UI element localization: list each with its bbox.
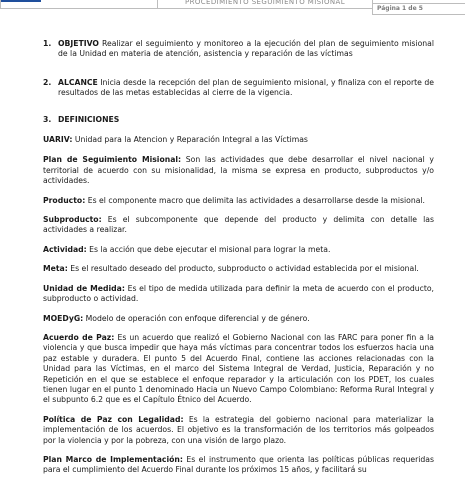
definition-plan-marco (43, 455, 434, 476)
definition-term: MOEDyG: (43, 313, 84, 323)
definition-subproducto (43, 215, 434, 236)
page-header (0, 0, 465, 10)
definition-term: Actividad: (43, 244, 87, 254)
logo (1, 0, 41, 2)
section-text: Inicia desde la recepción del plan de seguimiento misional, y finaliza con el reporte de resultados de las metas establecidas al cierre de la vigencia. (58, 77, 434, 98)
definition-uariv (43, 135, 434, 145)
section-definiciones (43, 115, 434, 125)
definition-term: Política de Paz con Legalidad: (43, 414, 184, 424)
definition-term: Meta: (43, 264, 68, 274)
definition-moedyg (43, 314, 434, 324)
definition-term: Unidad de Medida: (43, 283, 125, 293)
definition-politica-paz (43, 415, 434, 446)
definition-meta (43, 264, 434, 274)
document-title: PROCEDIMIENTO SEGUIMIENTO MISIONAL (158, 0, 372, 9)
page-number-cell (372, 0, 465, 15)
document-body (43, 39, 434, 476)
definition-term: Plan de Seguimiento Misional: (43, 155, 182, 165)
definition-term: Subproducto: (43, 215, 102, 225)
divider (373, 3, 465, 4)
section-number: 2. (43, 77, 52, 87)
section-alcance (43, 78, 434, 99)
definition-term: UARIV: (43, 135, 73, 145)
section-number: 1. (43, 39, 52, 48)
definition-unidad-medida (43, 284, 434, 305)
section-text: Realizar el seguimiento y monitoreo a la ejecución del plan de seguimiento misional de la Unidad en materia de atención, asistencia y reparación de las víctimas (58, 39, 434, 59)
page-number: Página 1 de 5 (377, 5, 423, 12)
definition-text: Es el componente macro que delimita las actividades a desarrollarse desde la misional. (85, 195, 425, 205)
definition-plan-seguimiento (43, 155, 434, 186)
definition-text: Es el tipo de medida utilizada para definir la meta de acuerdo con el producto, subproducto o actividad. (43, 283, 434, 304)
definition-term: Acuerdo de Paz: (43, 332, 115, 342)
section-heading: DEFINICIONES (58, 114, 120, 124)
definition-producto (43, 196, 434, 206)
definition-term: Plan Marco de Implementación: (43, 454, 183, 464)
definition-actividad (43, 245, 434, 255)
definition-text: Es el instrumento que orienta las políticas públicas requeridas para el cumplimiento del Acuerdo Final durante los próximos 15 años, y facilitará su (43, 454, 434, 475)
definition-text: Es el subcomponente que depende del producto y delimita con detalle las actividades a realizar. (43, 215, 434, 235)
definition-term: Producto: (43, 195, 86, 205)
definition-acuerdo-paz (43, 333, 434, 406)
definition-text: Es la acción que debe ejecutar el misional para lograr la meta. (86, 244, 331, 254)
definition-text: Es el resultado deseado del producto, subproducto o actividad establecida por el misional. (67, 264, 419, 274)
definition-text: Unidad para la Atencion y Reparación Integral a las Víctimas (72, 135, 308, 145)
definition-text: Son las actividades que debe desarrollar el nivel nacional y territorial de acuerdo con su misionalidad, la misma se expresa en producto, subproductos y/o actividades. (43, 155, 434, 186)
section-objetivo (43, 39, 434, 60)
definition-text: Es la estrategia del gobierno nacional para materializar la implementación de los acuerdos. El objetivo es la transformación de los territorios más golpeados por la violencia y por la pobreza, con una visión de largo plazo. (43, 414, 434, 445)
section-heading: OBJETIVO (58, 39, 99, 48)
section-number: 3. (43, 114, 52, 124)
logo-cell (0, 0, 158, 9)
definition-text: Modelo de operación con enfoque diferencial y de género. (83, 313, 310, 323)
section-heading: ALCANCE (58, 77, 98, 87)
definition-text: Es un acuerdo que realizó el Gobierno Nacional con las FARC para poner fin a la violencia y que busca impedir que haya más víctimas para concentrar todos los esfuerzos hacia una paz estable y duradera. El punto 5 del Acuerdo Final, contiene las acciones relacionadas con la Unidad para las Víctimas, en el marco del Sistema Integral de Verdad, Justicia, Reparación y no Repetición en el que se establece el enfoque reparador y la articulación con los PDET, los cuales tienen lugar en el punto 1 denominado Hacia un Nuevo Campo Colombiano: Reforma Rural Integral y el subpunto 6.2 que es el Capítulo Étnico del Acuerdo. (43, 332, 434, 405)
